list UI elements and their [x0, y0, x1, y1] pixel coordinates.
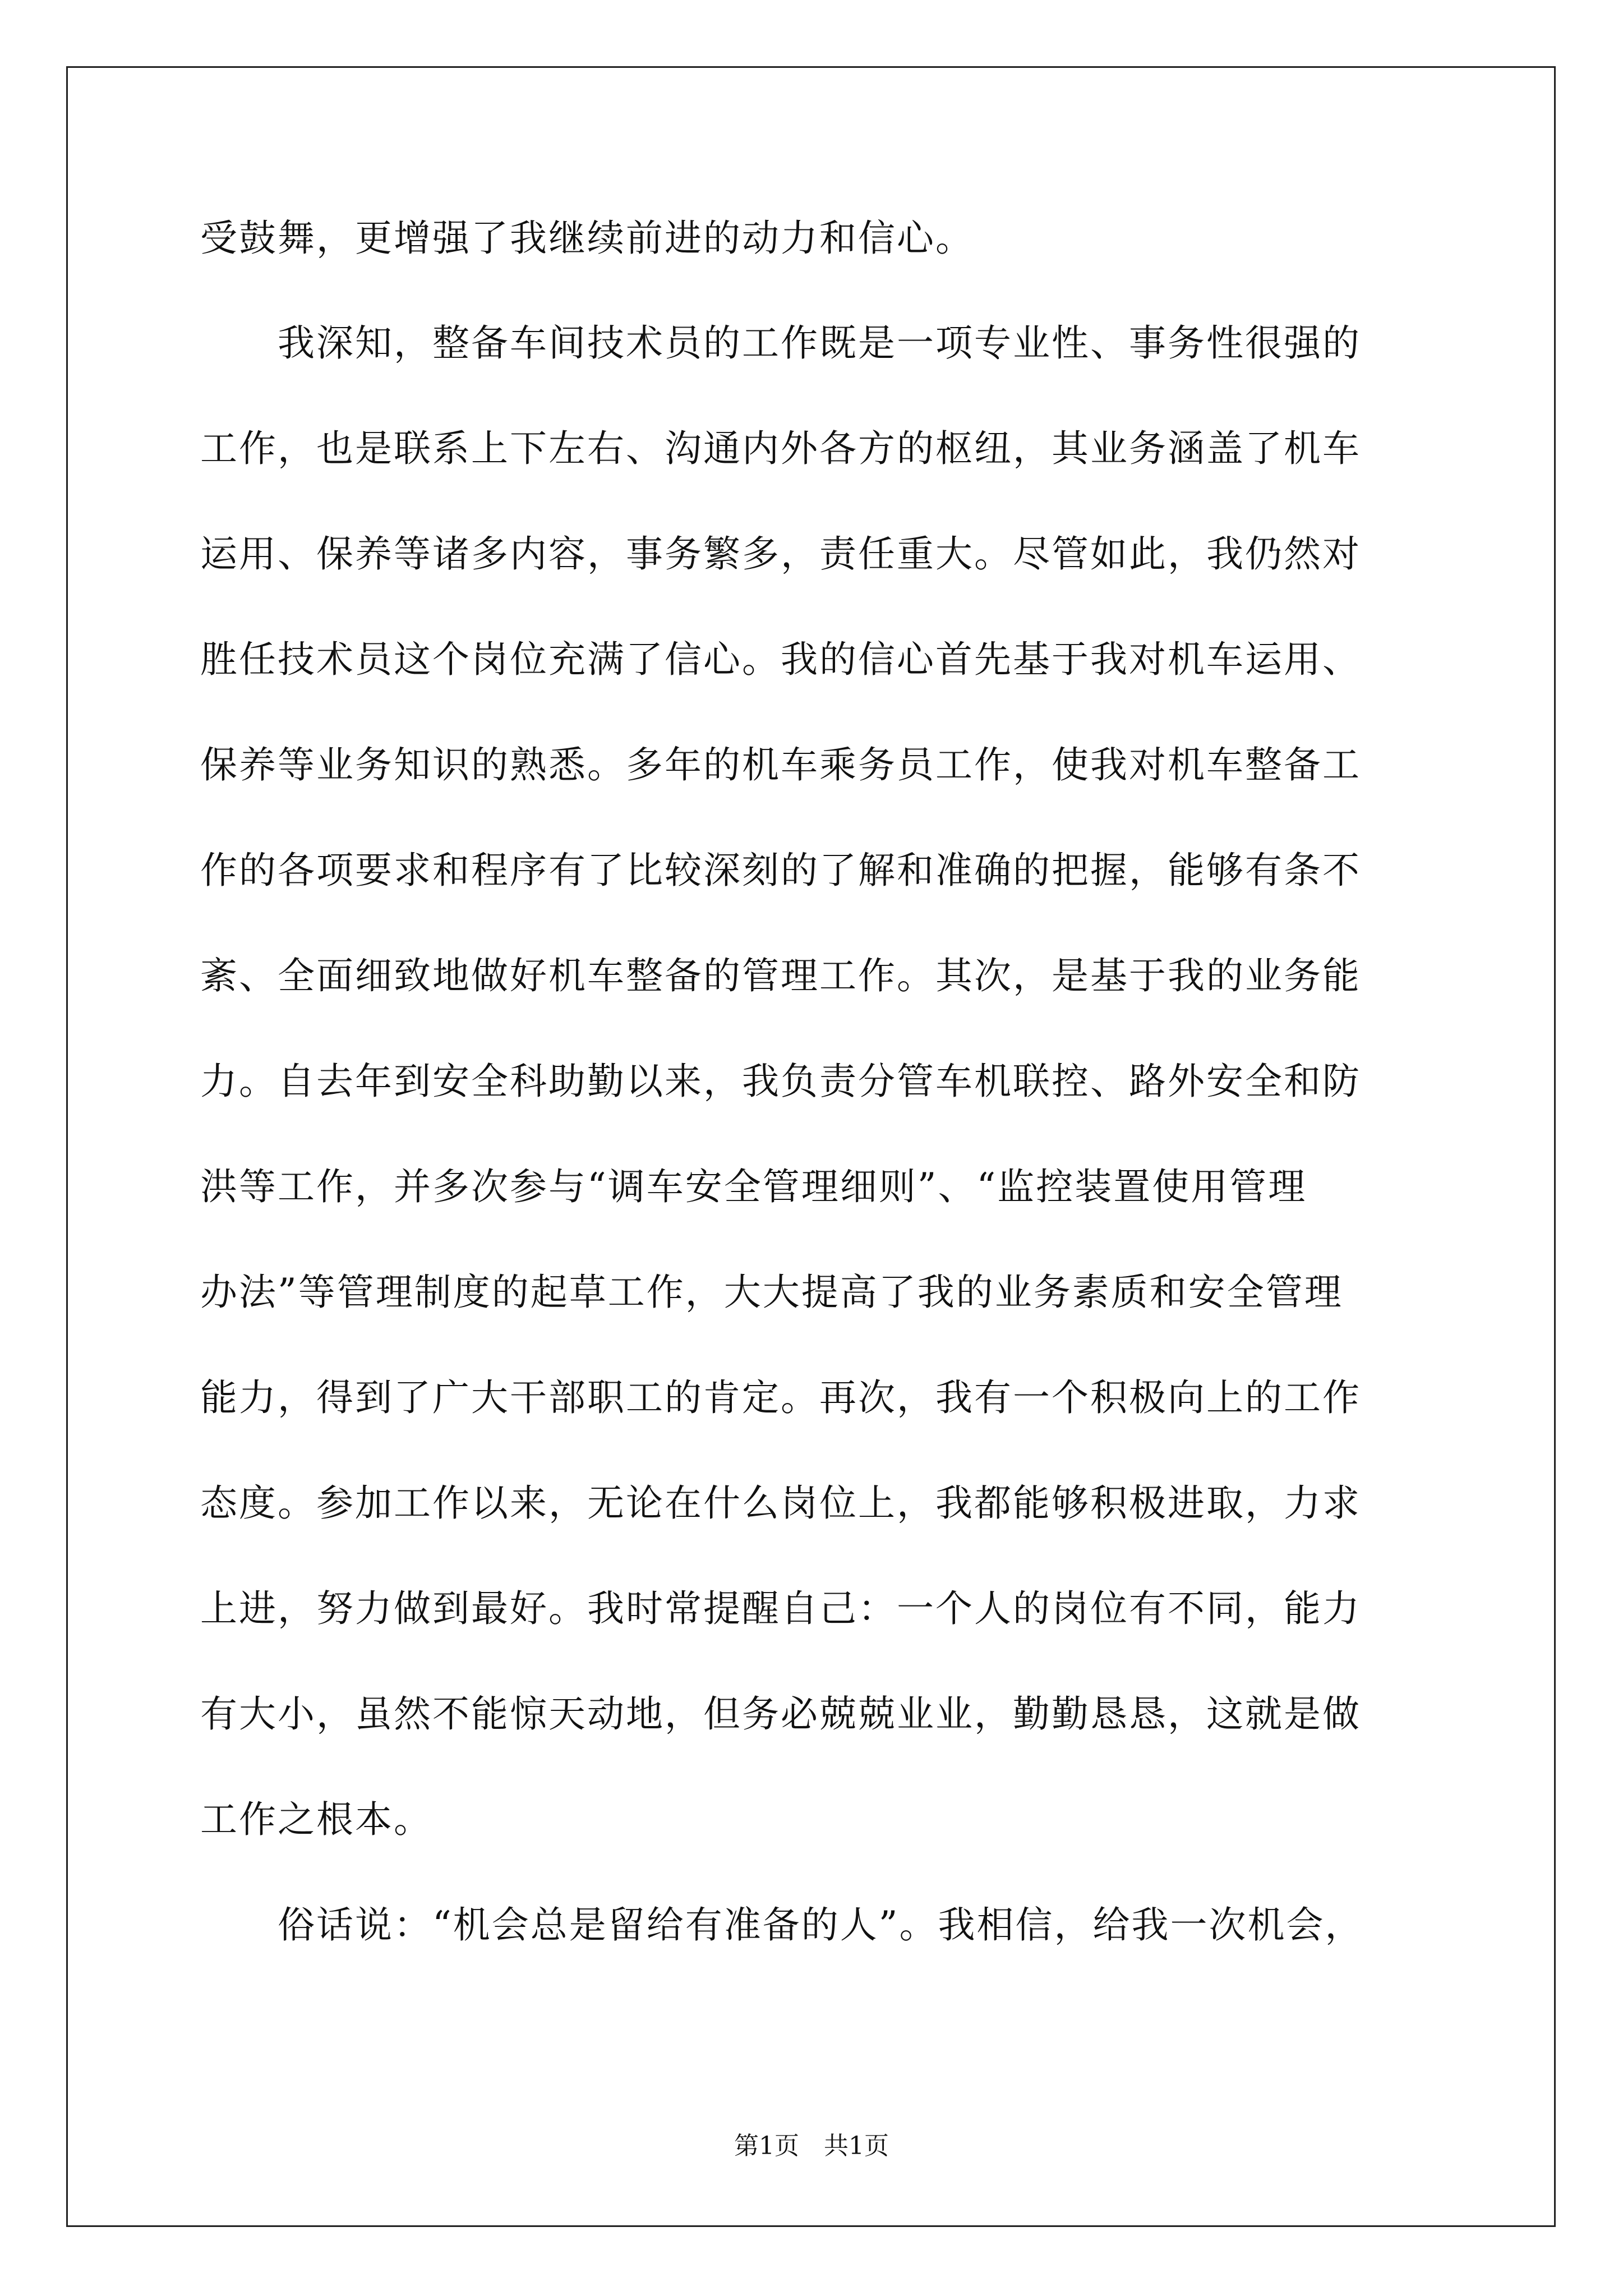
body-text-line: 胜任技术员这个岗位充满了信心。我的信心首先基于我对机车运用、 — [200, 638, 1361, 681]
body-text-line: 运用、保养等诸多内容，事务繁多，责任重大。尽管如此，我仍然对 — [200, 532, 1361, 576]
body-text-line: 作的各项要求和程序有了比较深刻的了解和准确的把握，能够有条不 — [200, 849, 1361, 892]
body-text-line: 力。自去年到安全科助勤以来，我负责分管车机联控、路外安全和防 — [200, 1060, 1361, 1103]
page-footer: 第1页 共1页 — [734, 2132, 889, 2160]
body-text-line: 工作，也是联系上下左右、沟通内外各方的枢纽，其业务涵盖了机车 — [200, 427, 1361, 470]
body-text-line: 态度。参加工作以来，无论在什么岗位上，我都能够积极进取，力求 — [200, 1481, 1361, 1525]
body-text-line: 工作之根本。 — [200, 1798, 432, 1841]
body-text-line: 我深知，整备车间技术员的工作既是一项专业性、事务性很强的 — [200, 321, 1361, 365]
body-text-line: 俗话说：“机会总是留给有准备的人”。我相信，给我一次机会， — [200, 1903, 1364, 1947]
body-text-line: 上进，努力做到最好。我时常提醒自己：一个人的岗位有不同，能力 — [200, 1587, 1361, 1630]
body-text-line: 洪等工作，并多次参与“调车安全管理细则”、“监控装置使用管理 — [200, 1165, 1307, 1208]
body-text-line: 紊、全面细致地做好机车整备的管理工作。其次，是基于我的业务能 — [200, 954, 1361, 997]
body-text-line: 保养等业务知识的熟悉。多年的机车乘务员工作，使我对机车整备工 — [200, 743, 1361, 786]
body-text-line: 受鼓舞，更增强了我继续前进的动力和信心。 — [200, 217, 974, 260]
body-text-line: 能力，得到了广大干部职工的肯定。再次，我有一个积极向上的工作 — [200, 1376, 1361, 1419]
body-text-line: 办法”等管理制度的起草工作，大大提高了我的业务素质和安全管理 — [200, 1271, 1343, 1314]
body-text-line: 有大小，虽然不能惊天动地，但务必兢兢业业，勤勤恳恳，这就是做 — [200, 1692, 1361, 1736]
